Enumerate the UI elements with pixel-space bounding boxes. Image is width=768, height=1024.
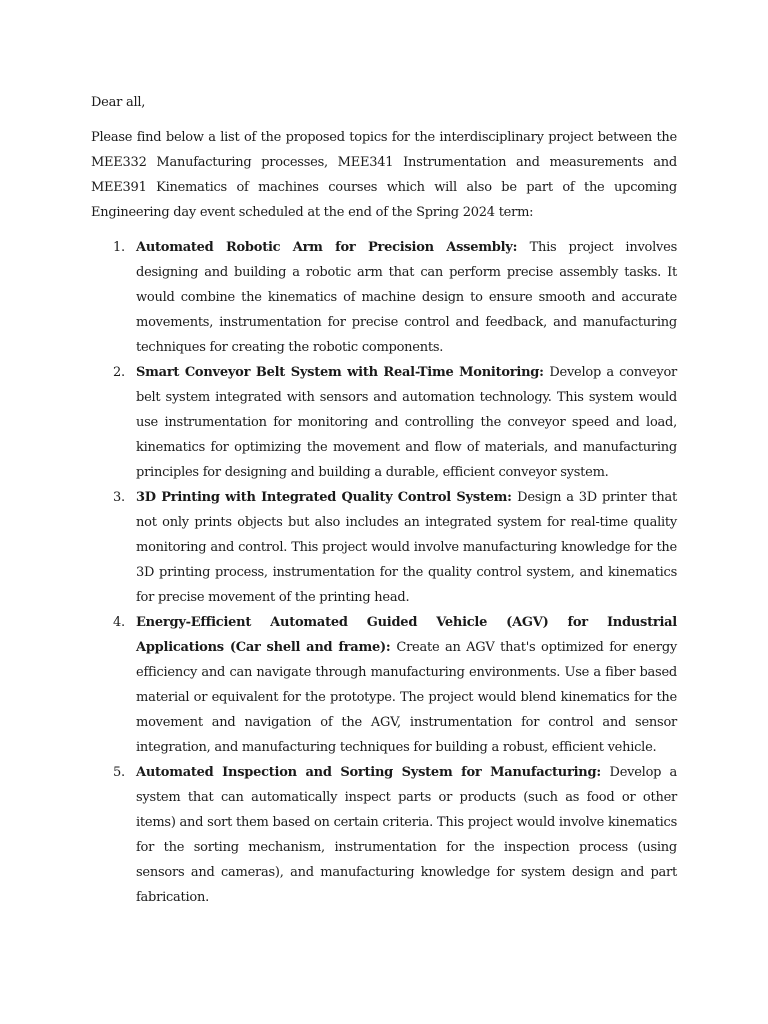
topic-description: Develop a system that can automatically inspect parts or products (such as food or other items) and sort them based on certain criteria. This project would involve kinematics for the sorting mechanism, instrumentation for the inspection process (using sensors and cameras), and manufacturing knowledge for system design and part fabrication. <box>136 765 678 905</box>
list-item <box>91 610 677 760</box>
intro-paragraph: Please find below a list of the proposed topics for the interdisciplinary project between the MEE332 Manufacturing processes, MEE341 Instrumentation and measurements and MEE391 Kinematics of machines courses which will also be part of the upcoming Engineering day event scheduled at the end of the Spring 2024 term: <box>91 130 677 220</box>
topic-list <box>91 235 677 910</box>
topic-title: Energy-Efficient Automated Guided Vehicle (AGV) for Industrial Applications (Car shell and frame): <box>136 615 677 655</box>
list-item-number: 3. <box>113 490 125 505</box>
list-item <box>91 235 677 360</box>
topic-description: Develop a conveyor belt system integrated with sensors and automation technology. This system would use instrumentation for monitoring and controlling the conveyor speed and load, kinematics for optimizing the movement and flow of materials, and manufacturing principles for designing and building a durable, efficient conveyor system. <box>136 365 677 480</box>
topic-description: Create an AGV that's optimized for energy efficiency and can navigate through manufacturing environments. Use a fiber based material or equivalent for the prototype. The project would blend kinematics for the movement and navigation of the AGV, instrumentation for control and sensor integration, and manufacturing techniques for building a robust, efficient vehicle. <box>136 640 677 755</box>
list-item-number: 1. <box>113 240 125 255</box>
topic-description: Design a 3D printer that not only prints objects but also includes an integrated system for real-time quality monitoring and control. This project would involve manufacturing knowledge for the 3D printing process, instrumentation for the quality control system, and kinematics for precise movement of the printing head. <box>136 490 678 605</box>
list-item-number: 2. <box>113 365 125 380</box>
topic-description: This project involves designing and building a robotic arm that can perform precise assembly tasks. It would combine the kinematics of machine design to ensure smooth and accurate movements, instrumentation for precise control and feedback, and manufacturing techniques for creating the robotic components. <box>136 240 677 355</box>
topic-title: Smart Conveyor Belt System with Real-Time Monitoring: <box>136 365 550 380</box>
topic-title: 3D Printing with Integrated Quality Control System: <box>136 490 518 505</box>
list-item <box>91 760 677 910</box>
list-item-number: 5. <box>113 765 125 780</box>
topic-title: Automated Robotic Arm for Precision Assembly: <box>136 240 530 255</box>
document-page <box>91 90 677 910</box>
topic-title: Automated Inspection and Sorting System for Manufacturing: <box>136 765 610 780</box>
list-item-number: 4. <box>113 615 125 630</box>
list-item <box>91 360 677 485</box>
greeting: Dear all, <box>91 95 146 110</box>
list-item <box>91 485 677 610</box>
